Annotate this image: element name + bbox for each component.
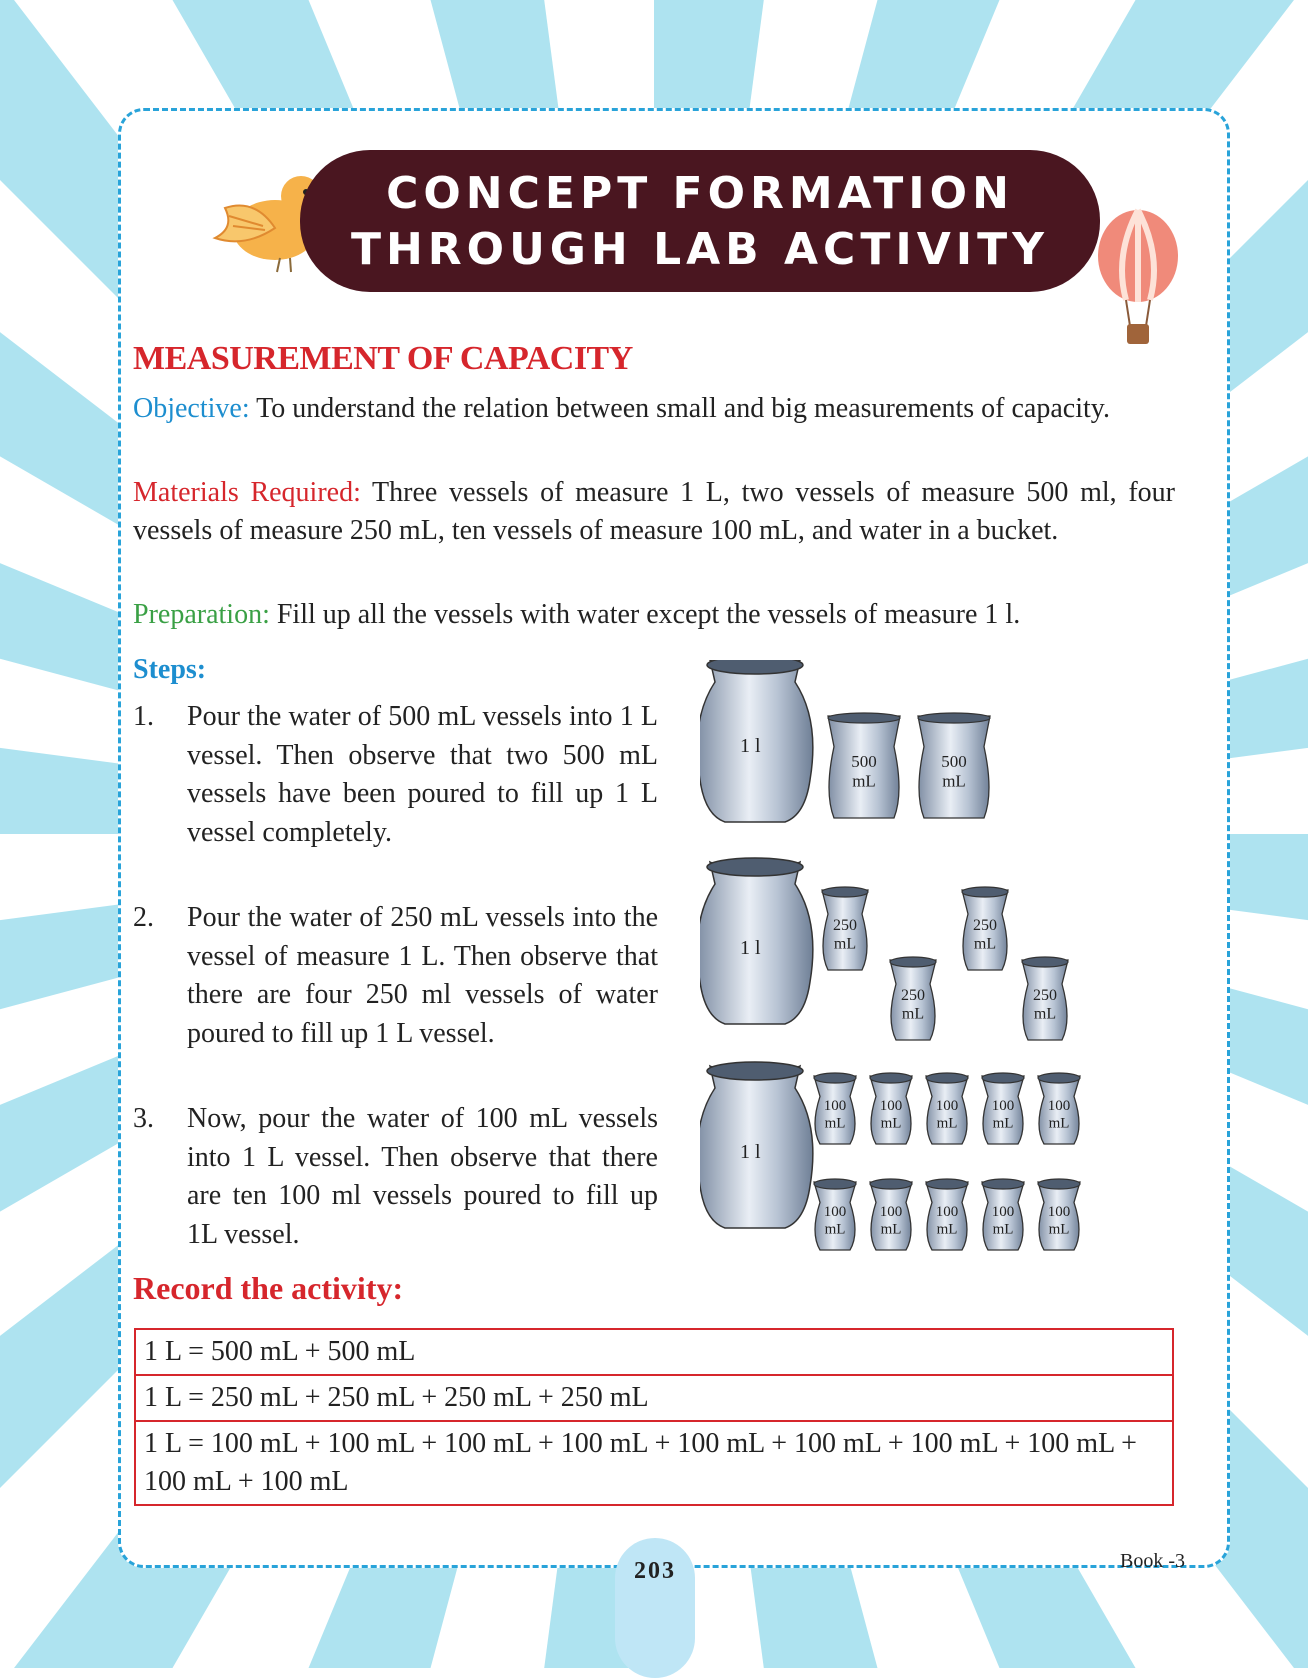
preparation-paragraph — [133, 596, 1175, 634]
record-cell: 1 L = 100 mL + 100 mL + 100 mL + 100 mL + 100 mL + 100 mL + 100 mL + 100 mL + 100 mL + 100 mL — [135, 1421, 1173, 1505]
book-label: Book -3 — [1120, 1550, 1185, 1572]
vessel-100ml — [814, 1073, 856, 1144]
banner-line-2: THROUGH LAB ACTIVITY — [350, 224, 1050, 275]
materials-text: Three vessels of measure 1 L, two vessels of measure 500 ml, four vessels of measure 250 mL, ten vessels of measure 100 mL, and water in a bucket. — [133, 477, 1175, 546]
vessel-label: 100 — [823, 1098, 847, 1114]
vessel-250ml — [890, 957, 936, 1040]
vessel-label: mL — [1048, 1221, 1070, 1238]
vessel-250ml — [822, 887, 868, 970]
vessel-label: mL — [973, 935, 997, 953]
vessel-label: 100 — [823, 1204, 847, 1220]
vessel-label: mL — [936, 1221, 958, 1238]
vessel-label: mL — [1048, 1115, 1070, 1132]
record-cell: 1 L = 500 mL + 500 mL — [135, 1329, 1173, 1375]
vessel-100ml — [1038, 1179, 1080, 1250]
step-number: 1. — [133, 701, 154, 732]
step-2 — [133, 899, 658, 1053]
vessel-100ml — [870, 1179, 912, 1250]
record-cell: 1 L = 250 mL + 250 mL + 250 mL + 250 mL — [135, 1375, 1173, 1421]
banner-line-1: CONCEPT FORMATION — [386, 168, 1014, 219]
vessel-label: 1 l — [740, 1141, 761, 1163]
materials-paragraph — [133, 474, 1175, 550]
hot-air-balloon-icon — [1096, 208, 1180, 358]
vessel-label: 500 — [851, 752, 877, 771]
vessel-label: 100 — [991, 1204, 1015, 1220]
vessel-label: 250 — [901, 987, 925, 1004]
vessel-label: mL — [833, 935, 857, 953]
step-text: Pour the water of 500 mL vessels into 1 L vessel. Then observe that two 500 mL vessels have been poured to fill up 1 L vessel completely. — [187, 701, 658, 848]
vessel-label: 250 — [833, 917, 857, 934]
vessel-100ml — [982, 1179, 1024, 1250]
step-3 — [133, 1100, 658, 1254]
vessel-label: mL — [936, 1115, 958, 1132]
vessel-label: 500 — [941, 752, 967, 771]
vessel-label: mL — [880, 1221, 902, 1238]
section-heading: MEASUREMENT OF CAPACITY — [133, 340, 633, 377]
record-title: Record the activity: — [133, 1270, 404, 1306]
vessel-100ml — [926, 1073, 968, 1144]
vessel-label: 250 — [1033, 987, 1057, 1004]
vessel-label: mL — [942, 771, 966, 791]
vessel-label: 100 — [1047, 1098, 1071, 1114]
vessel-label: 100 — [879, 1098, 903, 1114]
vessel-label: 250 — [973, 917, 997, 934]
step-1 — [133, 698, 658, 852]
vessel-label: mL — [901, 1005, 925, 1023]
vessel-100ml — [926, 1179, 968, 1250]
vessel-label: 1 l — [740, 735, 761, 757]
record-table — [134, 1328, 1174, 1506]
vessel-label: mL — [824, 1221, 846, 1238]
vessel-500ml — [918, 713, 990, 818]
materials-label: Materials Required: — [133, 477, 361, 508]
vessel-500ml — [828, 713, 900, 818]
vessel-label: mL — [880, 1115, 902, 1132]
step-number: 3. — [133, 1103, 154, 1134]
step-text: Pour the water of 250 mL vessels into the vessel of measure 1 L. Then observe that there are four 250 ml vessels of water poured to fill up 1 L vessel. — [187, 902, 658, 1049]
vessel-label: mL — [852, 771, 876, 791]
page-number: 203 — [634, 1558, 676, 1584]
objective-text: To understand the relation between small and big measurements of capacity. — [249, 393, 1110, 424]
table-row — [135, 1375, 1173, 1421]
table-row — [135, 1421, 1173, 1505]
one-litre-vessel — [700, 1062, 813, 1228]
vessel-label: 100 — [935, 1098, 959, 1114]
objective-paragraph — [133, 390, 1175, 428]
vessel-100ml — [982, 1073, 1024, 1144]
step-number: 2. — [133, 902, 154, 933]
vessel-100ml — [1038, 1073, 1080, 1144]
vessel-label: mL — [824, 1115, 846, 1132]
preparation-text: Fill up all the vessels with water except the vessels of measure 1 l. — [269, 599, 1021, 630]
vessel-label: 100 — [1047, 1204, 1071, 1220]
objective-label: Objective: — [133, 393, 250, 424]
step-text: Now, pour the water of 100 mL vessels into 1 L vessel. Then observe that there are ten 100 ml vessels poured to fill up 1L vessel. — [187, 1103, 658, 1250]
steps-title: Steps: — [133, 654, 207, 685]
vessel-100ml — [814, 1179, 856, 1250]
vessel-illustrations — [700, 660, 1170, 1320]
vessel-label: mL — [1033, 1005, 1057, 1023]
vessel-label: 100 — [879, 1204, 903, 1220]
title-banner — [300, 150, 1100, 292]
one-litre-vessel — [700, 660, 813, 822]
vessel-label: 100 — [935, 1204, 959, 1220]
preparation-label: Preparation: — [133, 599, 270, 630]
vessel-250ml — [1022, 957, 1068, 1040]
table-row — [135, 1329, 1173, 1375]
vessel-250ml — [962, 887, 1008, 970]
one-litre-vessel — [700, 858, 813, 1024]
vessel-label: mL — [992, 1115, 1014, 1132]
vessel-label: mL — [992, 1221, 1014, 1238]
vessel-100ml — [870, 1073, 912, 1144]
vessel-label: 100 — [991, 1098, 1015, 1114]
vessel-label: 1 l — [740, 937, 761, 959]
